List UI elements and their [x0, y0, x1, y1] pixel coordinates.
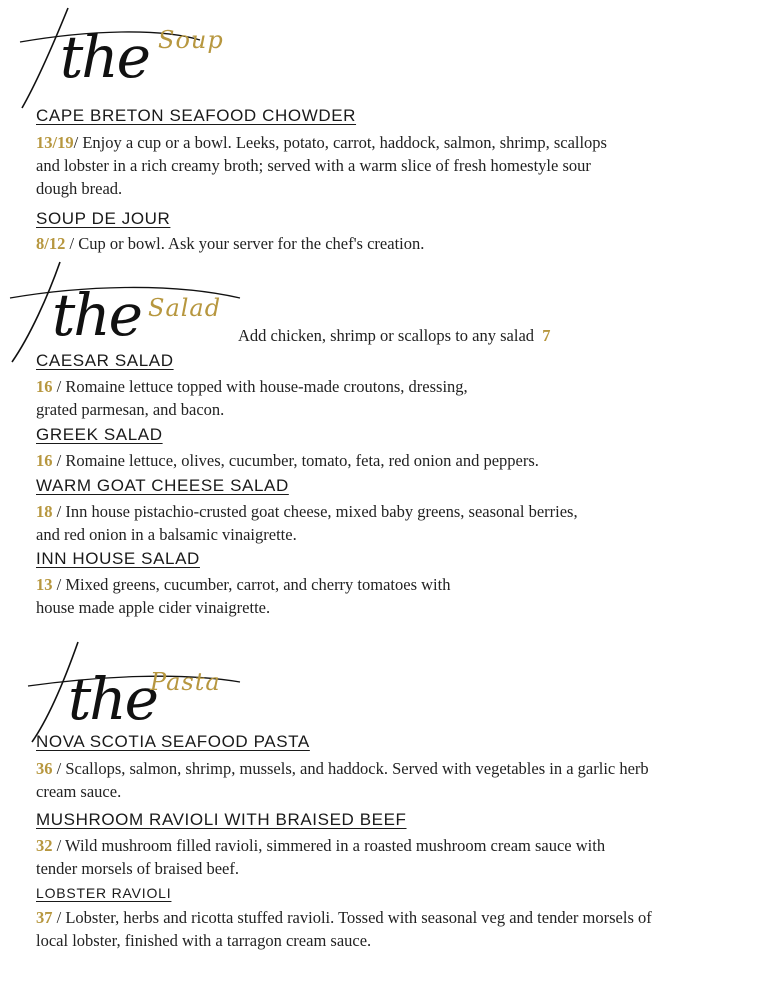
menu-item-name: INN HOUSE SALAD — [36, 549, 200, 568]
section-header-pasta — [0, 636, 320, 746]
section-script-word: the — [68, 665, 157, 733]
section-script-word: the — [52, 281, 141, 349]
menu-item-price: 16 — [36, 377, 53, 396]
menu-item-description: 16 / Romaine lettuce, olives, cucumber, tomato, feta, red onion and peppers. — [36, 451, 539, 470]
menu-item-name: NOVA SCOTIA SEAFOOD PASTA — [36, 732, 310, 751]
menu-item-description: 13/19/ Enjoy a cup or a bowl. Leeks, potato, carrot, haddock, salmon, shrimp, scallops and lobster in a rich creamy broth; served with a warm slice of fresh homestyle sour dough bread. — [36, 133, 607, 198]
menu-item-price: 8/12 — [36, 234, 66, 253]
menu-item-name: GREEK SALAD — [36, 425, 163, 444]
menu-item-description: 18 / Inn house pistachio-crusted goat cheese, mixed baby greens, seasonal berries, and red onion in a balsamic vinaigrette. — [36, 502, 578, 544]
menu-item-name: CAPE BRETON SEAFOOD CHOWDER — [36, 106, 357, 125]
section-title-salad: Salad — [148, 294, 222, 322]
section-header-soup — [0, 0, 320, 110]
section-script-word: the — [60, 23, 149, 91]
menu-item-price: 32 — [36, 836, 53, 855]
menu-item-description: 8/12 / Cup or bowl. Ask your server for the chef's creation. — [36, 234, 425, 253]
menu-item-price: 36 — [36, 759, 53, 778]
menu-item-price: 37 — [36, 908, 53, 927]
section-title-pasta: Pasta — [150, 668, 221, 696]
menu-item-name: SOUP DE JOUR — [36, 209, 171, 228]
menu-item-description: 32 / Wild mushroom filled ravioli, simmered in a roasted mushroom cream sauce with tender morsels of braised beef. — [36, 836, 606, 878]
menu-item-description: 36 / Scallops, salmon, shrimp, mussels, and haddock. Served with vegetables in a garlic herb cream sauce. — [36, 759, 649, 801]
menu-item-price: 13 — [36, 575, 53, 594]
addon-price: 7 — [542, 326, 551, 345]
menu-item-name: WARM GOAT CHEESE SALAD — [36, 476, 289, 495]
menu-item-description: 37 / Lobster, herbs and ricotta stuffed ravioli. Tossed with seasonal veg and tender morsels of local lobster, finished with a tarragon cream sauce. — [36, 908, 652, 950]
menu-item-description: 13 / Mixed greens, cucumber, carrot, and cherry tomatoes with house made apple cider vinaigrette. — [36, 575, 451, 617]
menu-item-name: LOBSTER RAVIOLI — [36, 885, 172, 901]
menu-item-price: 18 — [36, 502, 53, 521]
menu-item-price: 16 — [36, 451, 53, 470]
menu-item-name: MUSHROOM RAVIOLI WITH BRAISED BEEF — [36, 810, 407, 829]
the-script-flourish-icon — [0, 0, 320, 110]
menu-item-name: CAESAR SALAD — [36, 351, 174, 370]
section-title-soup: Soup — [158, 26, 224, 54]
salad-addon-note: Add chicken, shrimp or scallops to any salad 7 — [238, 326, 551, 345]
menu-item-description: 16 / Romaine lettuce topped with house-made croutons, dressing, grated parmesan, and bacon. — [36, 377, 468, 419]
menu-item-price: 13/19 — [36, 133, 74, 152]
